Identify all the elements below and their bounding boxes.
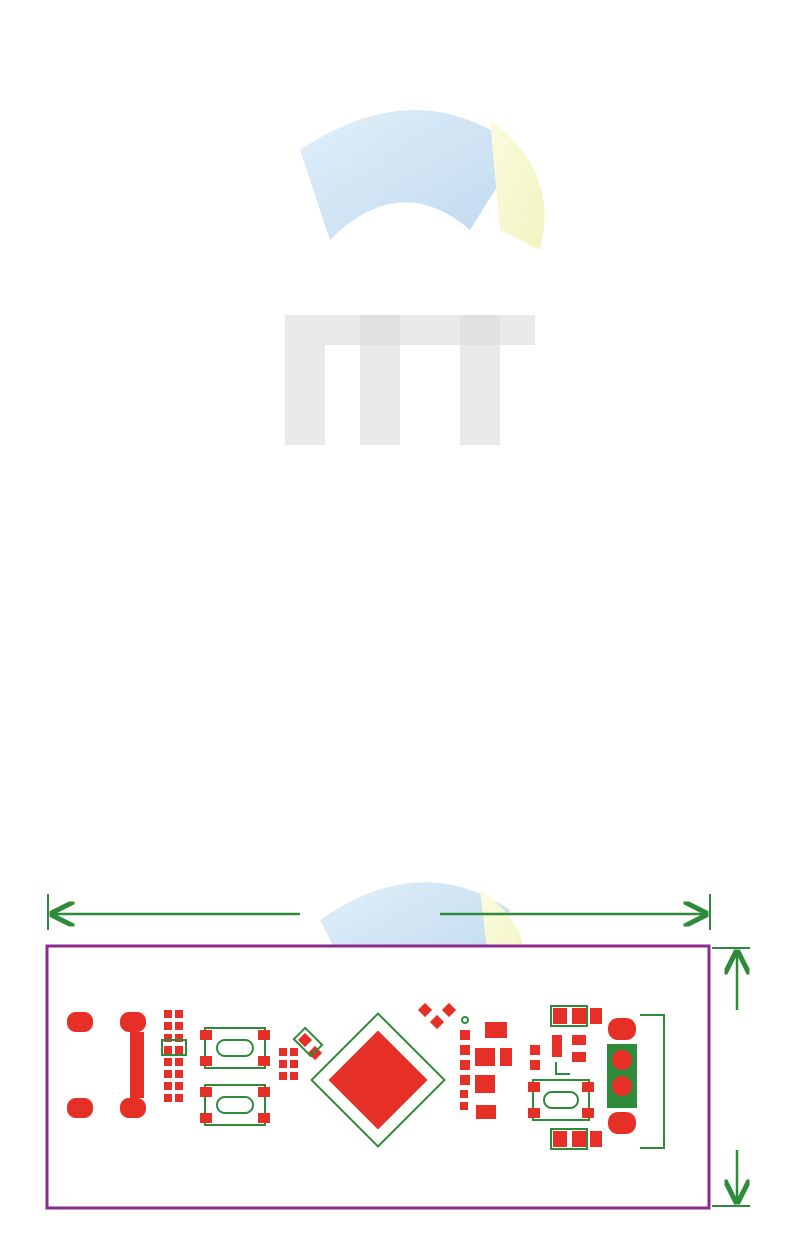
pwr-led <box>551 1129 602 1149</box>
c13-led <box>551 1006 602 1026</box>
swd-header <box>607 1018 637 1134</box>
board-diagram <box>0 880 800 1210</box>
watermark-logo <box>285 110 544 445</box>
